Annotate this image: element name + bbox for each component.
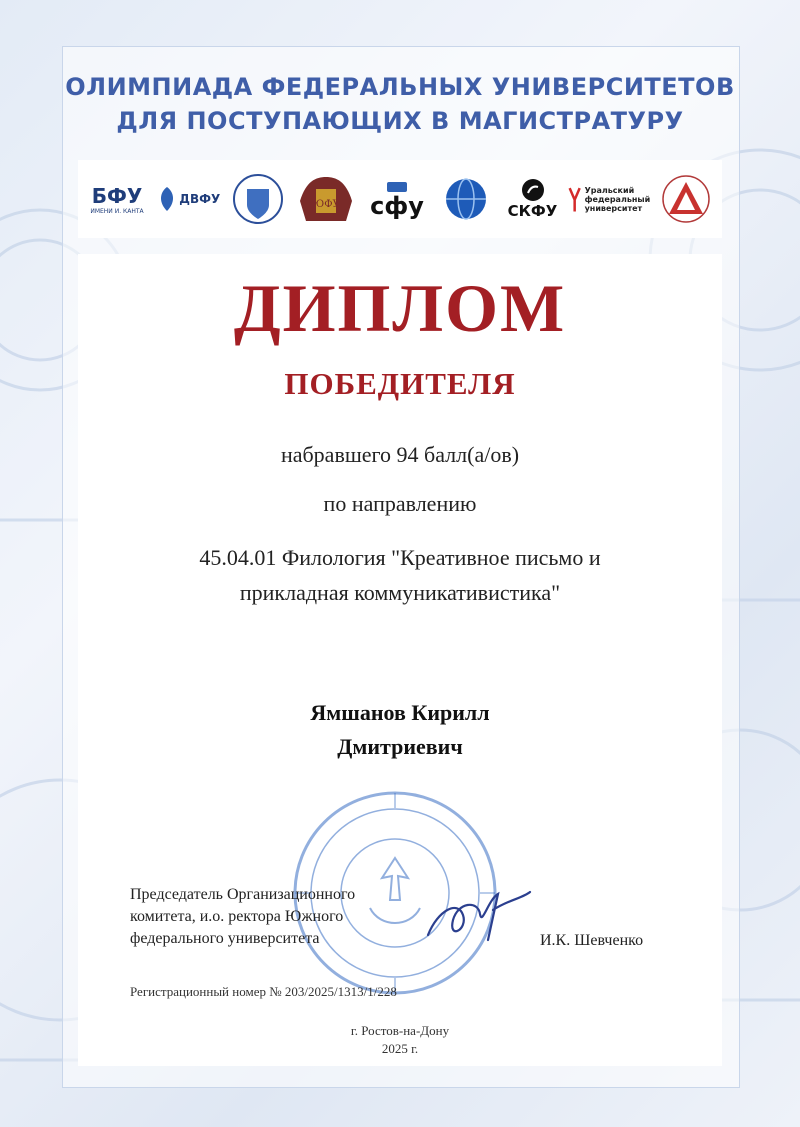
bfu-logo-subtext: ИМЕНИ И. КАНТА [90,207,144,215]
signer-role-line-3: федерального университета [130,930,320,947]
university-crest-icon [294,171,358,227]
urfu-line-3: университет [584,203,643,213]
bfu-logo [86,169,148,229]
dvfu-logo [156,169,222,229]
bfu-logo-text: БФУ [91,183,143,208]
header-line-1: ОЛИМПИАДА ФЕДЕРАЛЬНЫХ УНИВЕРСИТЕТОВ [65,73,735,101]
handwritten-signature [418,880,538,950]
signer-role [130,884,450,950]
olympiad-header [62,70,738,138]
svg-text:ЮФУ: ЮФУ [312,199,340,210]
urfu-emblem-icon [568,182,581,216]
university-logos-strip [78,160,722,238]
recipient-name-line-1: Ямшанов Кирилл [310,700,490,725]
skfu-emblem-icon [521,178,545,202]
place: г. Ростов-на-Дону [350,1023,450,1038]
skfu-logo-text: СКФУ [507,202,558,220]
score-line: набравшего 94 балл(а/ов) [280,442,520,467]
nefu-crest-logo [658,169,714,229]
header-line-2: ДЛЯ ПОСТУПАЮЩИХ В МАГИСТРАТУРУ [116,107,684,135]
urfu-line-1: Уральский [584,185,635,195]
place-and-year [62,1022,738,1058]
skfu-logo [505,169,561,229]
diploma-subtitle: ПОБЕДИТЕЛЯ [284,366,516,401]
sfu-logo [367,169,427,229]
recipient-name [62,696,738,764]
ncfu-crest-logo [230,169,286,229]
globe-icon [444,177,488,221]
recipient-name-line-2: Дмитриевич [337,734,463,759]
signer-role-line-1: Председатель Организационного [130,886,356,903]
urfu-logo [568,169,650,229]
direction-line-1: 45.04.01 Филология "Креативное письмо и [199,545,601,570]
dvfu-logo-text: ДВФУ [179,192,221,206]
urfu-line-2: федеральный [584,194,651,204]
sfedu-crest-logo [293,169,359,229]
direction-line-2: прикладная коммуникативистика" [239,580,561,605]
triangle-emblem-icon [661,174,711,224]
registration-number: Регистрационный номер № 203/2025/1313/1/228 [130,984,397,999]
dvfu-emblem-icon [157,185,177,213]
signer-role-line-2: комитета, и.о. ректора Южного [130,908,344,925]
direction-label: по направлению [323,491,477,516]
diploma-title: ДИПЛОМ [233,270,567,346]
globe-university-logo [435,169,497,229]
sfu-logo-text: сфу [370,192,424,220]
signer-name: И.К. Шевченко [540,932,644,949]
crest-icon [233,171,283,227]
year: 2025 г. [381,1041,419,1056]
